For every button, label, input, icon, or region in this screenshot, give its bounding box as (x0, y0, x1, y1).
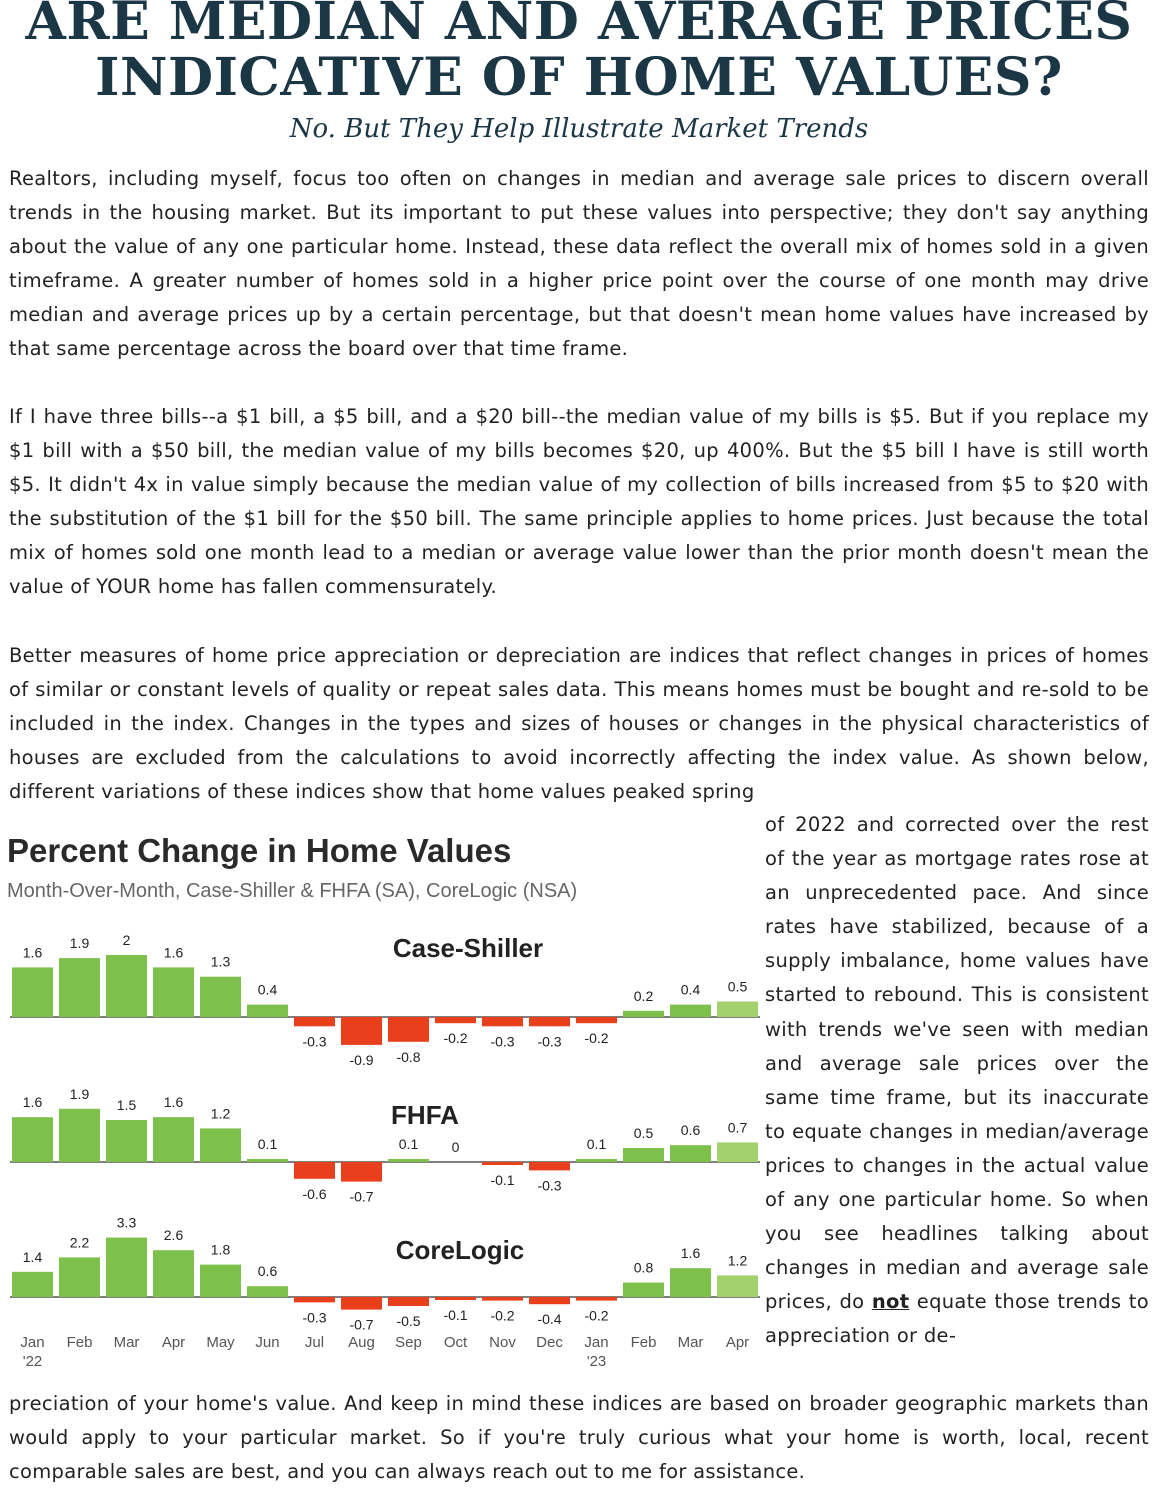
bar (670, 1268, 711, 1297)
data-label: -0.4 (537, 1311, 562, 1328)
bar (12, 1272, 53, 1297)
bar (294, 1017, 335, 1026)
bar (341, 1297, 382, 1310)
data-label: 0.5 (633, 1125, 654, 1141)
bar (294, 1162, 335, 1179)
chart-marks (10, 932, 760, 1370)
bar (576, 1017, 617, 1023)
bar (482, 1017, 523, 1026)
bar (106, 1120, 147, 1162)
x-tick-label: May (206, 1334, 235, 1351)
data-label: -0.1 (490, 1172, 515, 1188)
x-tick-label: Mar (677, 1334, 704, 1351)
data-label: 1.5 (116, 1097, 137, 1113)
data-label: 0.8 (633, 1259, 654, 1276)
x-tick-label: Mar (113, 1334, 140, 1351)
x-tick-label: Apr (161, 1334, 186, 1351)
x-tick-label: Jun (255, 1334, 280, 1351)
data-label: 0 (451, 1139, 460, 1155)
bar (388, 1017, 429, 1042)
data-label: 1.6 (163, 944, 184, 961)
bar (153, 1117, 194, 1162)
data-label: 0.7 (727, 1119, 748, 1136)
bar (670, 1145, 711, 1162)
data-label: 0.1 (586, 1136, 607, 1152)
bar (529, 1162, 570, 1170)
data-label: 0.6 (257, 1263, 278, 1280)
data-label: 1.9 (69, 1085, 90, 1102)
bar (153, 1250, 194, 1297)
chart-subtitle: Month-Over-Month, Case-Shiller & FHFA (SA), CoreLogic (NSA) (7, 880, 578, 902)
data-label: 1.6 (22, 944, 43, 961)
bar (435, 1297, 476, 1300)
data-label: 0.1 (257, 1136, 278, 1152)
bar (341, 1017, 382, 1045)
x-tick-label: Aug (348, 1334, 375, 1351)
bar (529, 1017, 570, 1026)
x-tick-label: Nov (489, 1334, 516, 1351)
title-line-2: INDICATIVE OF HOME VALUES? (95, 47, 1063, 108)
bar (482, 1162, 523, 1165)
data-label: 0.4 (680, 981, 701, 998)
bar (59, 1109, 100, 1162)
bar (12, 1117, 53, 1162)
bar (59, 1257, 100, 1297)
data-label: 0.6 (680, 1122, 701, 1139)
data-label: 2.2 (69, 1234, 90, 1251)
side-text-b: equate those trends to appreciation or de- (765, 1290, 1149, 1348)
emphasis-not: not (871, 1290, 910, 1314)
title-line-1: ARE MEDIAN AND AVERAGE PRICES (25, 0, 1133, 52)
data-label: -0.3 (537, 1177, 562, 1194)
data-label: -0.5 (396, 1313, 421, 1329)
bar (247, 1005, 288, 1017)
chart-title: Percent Change in Home Values (7, 832, 512, 869)
bar (59, 958, 100, 1017)
data-label: -0.7 (349, 1188, 374, 1205)
x-tick-label: Jan (584, 1334, 609, 1351)
data-label: 0.4 (257, 981, 278, 998)
data-label: -0.1 (443, 1307, 468, 1323)
page-subtitle: No. But They Help Illustrate Market Trends (289, 114, 869, 144)
data-label: 1.2 (727, 1252, 748, 1269)
side-text-a: of 2022 and corrected over the rest of the year as mortgage rates rose at an unprecedented pace. And since rates have stabilized, because of a supply imbalance, home values have started to rebound. This is consistent with trends we've seen with median and average sale prices over the same time frame, but its inaccurate to equate changes in median/average prices to changes in the actual value of any one particular home. So when you see headlines talking about changes in median and average sale prices, do (765, 813, 1149, 1314)
data-label: 1.9 (69, 935, 90, 952)
x-tick-label: Jul (304, 1334, 325, 1351)
bar (106, 1238, 147, 1297)
x-tick-label: Oct (443, 1334, 468, 1351)
data-label: 0.2 (633, 987, 654, 1004)
data-label: 0.1 (398, 1136, 419, 1152)
data-label: -0.3 (302, 1033, 327, 1050)
series-title: Case-Shiller (392, 933, 544, 963)
data-label: -0.3 (537, 1033, 562, 1050)
data-label: -0.3 (302, 1309, 327, 1326)
paragraph-3: Better measures of home price appreciation or depreciation are indices that reflect changes in prices of homes of similar or constant levels of quality or repeat sales data. This means homes must be bought and re-sold to be included in the index. Changes in the types and sizes of houses or changes in the physical characteristics of houses are excluded from the calculations to avoid incorrectly affecting the index value. As shown below, different variations of these indices show that home values peaked spring (9, 644, 1149, 803)
data-label: -0.2 (584, 1030, 609, 1047)
x-tick-label: '22 (22, 1353, 43, 1370)
bar (576, 1297, 617, 1301)
bar (247, 1286, 288, 1297)
data-label: 3.3 (116, 1214, 137, 1231)
data-label: 1.3 (210, 953, 231, 970)
x-tick-label: Feb (630, 1334, 657, 1351)
bar (200, 977, 241, 1017)
data-label: 1.6 (163, 1094, 184, 1111)
data-label: 1.8 (210, 1241, 231, 1258)
bar (294, 1297, 335, 1302)
home-values-chart (0, 820, 760, 1380)
side-paragraph (765, 808, 1149, 1354)
bar (106, 955, 147, 1017)
x-tick-label: Dec (536, 1334, 563, 1351)
data-label: -0.2 (490, 1307, 515, 1324)
bar (717, 1002, 758, 1018)
x-tick-label: '23 (586, 1353, 607, 1370)
bar (341, 1162, 382, 1182)
x-tick-label: Apr (725, 1334, 750, 1351)
closing-paragraph: preciation of your home's value. And keep in mind these indices are based on broader geographic markets than would apply to your particular market. So if you're truly curious what your home is worth, local, recent comparable sales are best, and you can always reach out to me for assistance. (9, 1392, 1149, 1483)
data-label: -0.3 (490, 1033, 515, 1050)
series-title: FHFA (391, 1100, 459, 1130)
data-label: 1.6 (22, 1094, 43, 1111)
bar (153, 967, 194, 1017)
bar (435, 1017, 476, 1023)
page-title (0, 0, 1158, 106)
bar (529, 1297, 570, 1304)
bar (200, 1128, 241, 1162)
data-label: 2.6 (163, 1227, 184, 1244)
data-label: 1.2 (210, 1105, 231, 1122)
bar (623, 1148, 664, 1162)
bar (623, 1011, 664, 1017)
data-label: 2 (122, 932, 131, 948)
data-label: 0.5 (727, 978, 748, 995)
data-label: -0.2 (584, 1307, 609, 1324)
bar (247, 1159, 288, 1162)
x-tick-label: Jan (20, 1334, 45, 1351)
data-label: 1.4 (22, 1248, 43, 1265)
bar (388, 1159, 429, 1162)
bar (576, 1159, 617, 1162)
data-label: 1.6 (680, 1245, 701, 1262)
data-label: -0.8 (396, 1048, 421, 1065)
paragraph-2: If I have three bills--a $1 bill, a $5 bill, and a $20 bill--the median value of my bills is $5. But if you replace my $1 bill with a $50 bill, the median value of my bills becomes $20, up 400%. But the $5 bill I have is still worth $5. It didn't 4x in value simply because the median value of my collection of bills increased from $5 to $20 with the substitution of the $1 bill for the $50 bill. The same principle applies to home prices. Just because the total mix of homes sold one month lead to a median or average value lower than the prior month doesn't mean the value of YOUR home has fallen commensurately. (9, 405, 1149, 598)
x-tick-label: Sep (395, 1334, 422, 1351)
bar (12, 967, 53, 1017)
bar (717, 1142, 758, 1162)
data-label: -0.2 (443, 1030, 468, 1047)
data-label: -0.7 (349, 1316, 374, 1333)
data-label: -0.6 (302, 1185, 327, 1202)
bar (388, 1297, 429, 1306)
bar (623, 1283, 664, 1297)
x-tick-label: Feb (66, 1334, 93, 1351)
data-label: -0.9 (349, 1051, 374, 1068)
bar (717, 1275, 758, 1297)
bar (200, 1265, 241, 1297)
bar (482, 1297, 523, 1301)
series-title: CoreLogic (395, 1235, 525, 1265)
bar (670, 1005, 711, 1017)
paragraph-1: Realtors, including myself, focus too often on changes in median and average sale prices to discern overall trends in the housing market. But its important to put these values into perspective; they don't say anything about the value of any one particular home. Instead, these data reflect the overall mix of homes sold in a given timeframe. A greater number of homes sold in a higher price point over the course of one month may drive median and average prices up by a certain percentage, but that doesn't mean home values have increased by that same percentage across the board over that time frame. (9, 167, 1149, 360)
